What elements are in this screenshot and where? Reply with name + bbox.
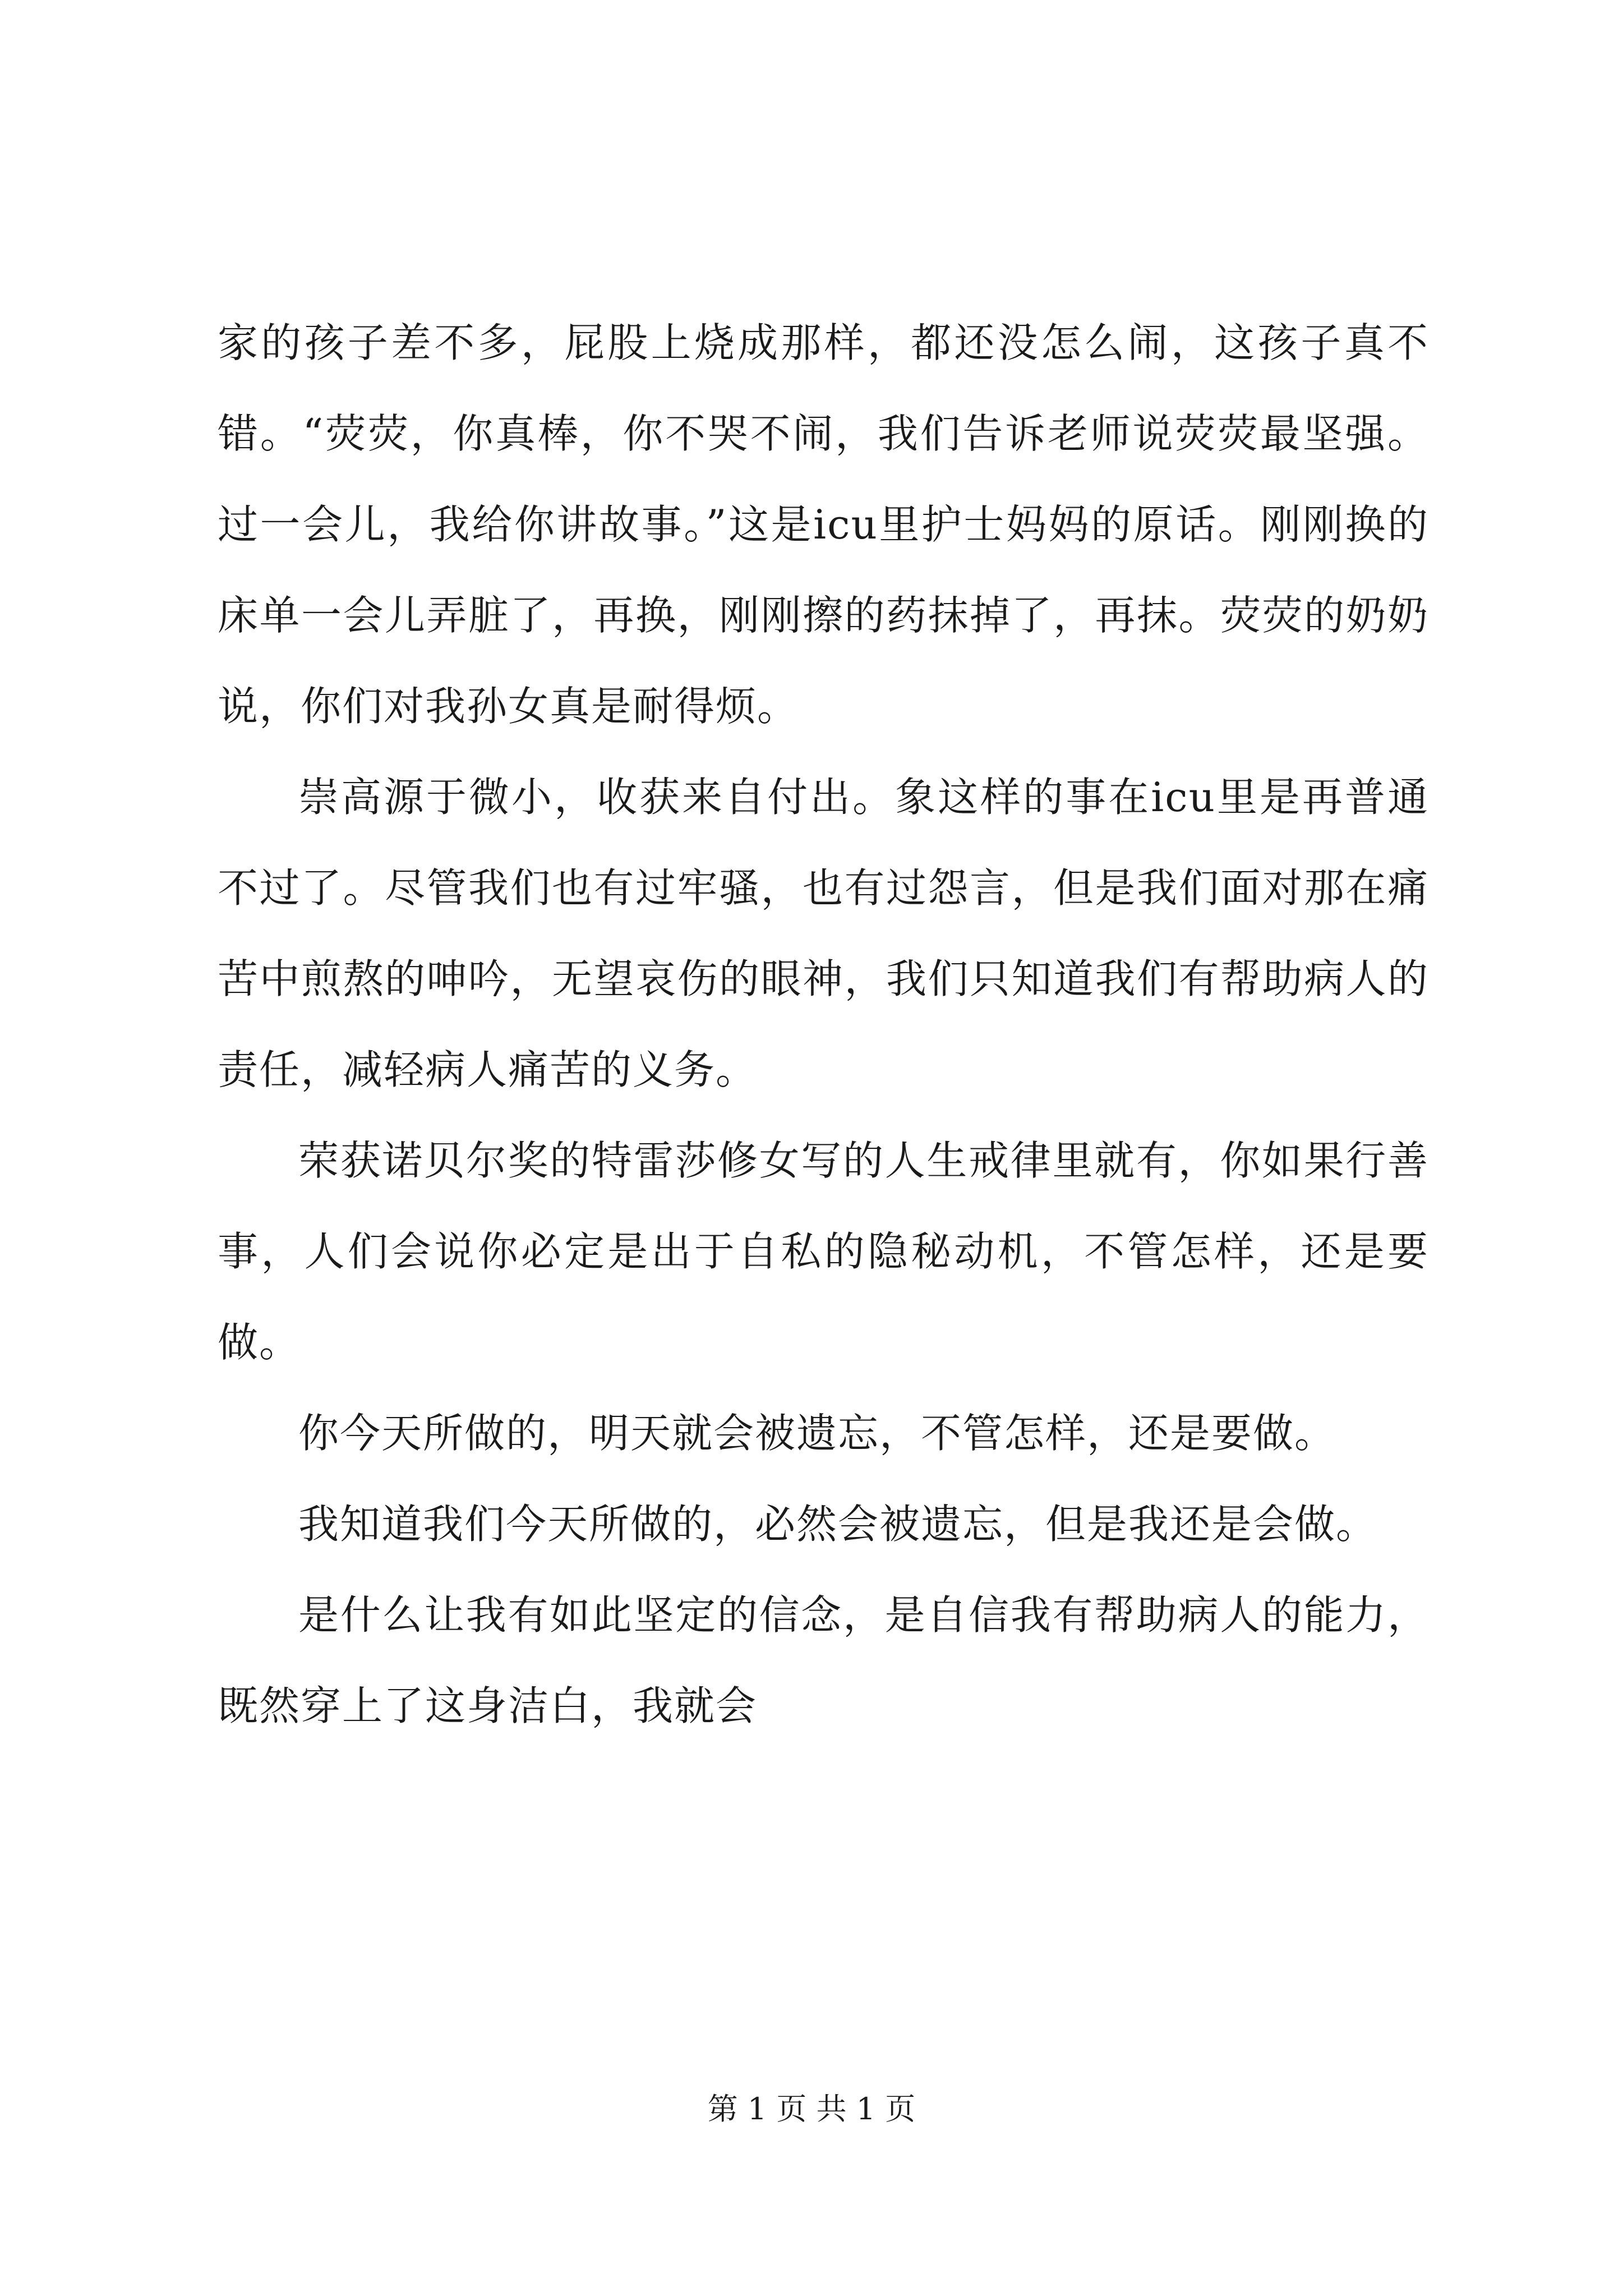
document-body xyxy=(218,297,1429,1751)
paragraph-1: 家的孩子差不多，屁股上烧成那样，都还没怎么闹，这孩子真不错。“荧荧，你真棒，你不哭不闹，我们告诉老师说荧荧最坚强。过一会儿，我给你讲故事。”这是icu里护士妈妈的原话。刚刚换的床单一会儿弄脏了，再换，刚刚擦的药抹掉了，再抹。荧荧的奶奶说，你们对我孙女真是耐得烦。 xyxy=(218,319,1429,730)
paragraph-4: 你今天所做的，明天就会被遗忘，不管怎样，还是要做。 xyxy=(298,1410,1336,1457)
paragraph-2: 崇高源于微小，收获来自付出。象这样的事在icu里是再普通不过了。尽管我们也有过牢骚，也有过怨言，但是我们面对那在痛苦中煎熬的呻吟，无望哀伤的眼神，我们只知道我们有帮助病人的责任，减轻病人痛苦的义务。 xyxy=(218,774,1429,1093)
paragraph-5: 我知道我们今天所做的，必然会被遗忘，但是我还是会做。 xyxy=(298,1501,1378,1548)
paragraph-6: 是什么让我有如此坚定的信念，是自信我有帮助病人的能力，既然穿上了这身洁白，我就会 xyxy=(218,1591,1429,1729)
paragraph-3: 荣获诺贝尔奖的特雷莎修女写的人生戒律里就有，你如果行善事，人们会说你必定是出于自私的隐秘动机，不管怎样，还是要做。 xyxy=(218,1137,1429,1366)
page-footer xyxy=(0,2087,1623,2132)
page-number-label: 第 1 页 共 1 页 xyxy=(707,2091,916,2127)
